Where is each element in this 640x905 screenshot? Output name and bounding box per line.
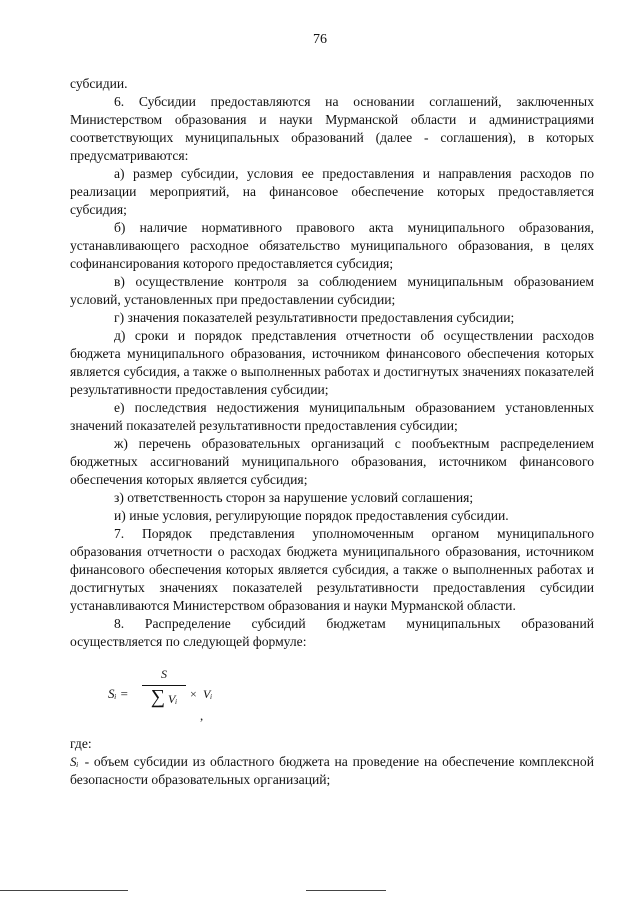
formula-denominator <box>142 688 186 708</box>
definition-symbol: Sᵢ <box>70 754 79 769</box>
page-number: 76 <box>313 32 327 47</box>
sum-symbol: ∑ <box>150 686 166 708</box>
paragraph: 6. Субсидии предоставляются на основании соглашений, заключенных Министерством образования и науки Мурманской области и администрациями соответствующих муниципальных образований (далее - соглашения), в которых предусматриваются: <box>70 94 594 163</box>
formula-numerator: S <box>161 667 167 681</box>
paragraph: 8. Распределение субсидий бюджетам муниципальных образований осуществляется по следующей формуле: <box>70 616 594 649</box>
document-body <box>70 75 594 789</box>
distribution-formula <box>70 663 594 735</box>
definition-si <box>70 753 594 789</box>
paragraph: д) сроки и порядок представления отчетности об осуществлении расходов бюджета муниципального образования, источником финансового обеспечения которых является субсидия, а также о выполненных работах и достигнутых значениях показателей результативности предоставления субсидии; <box>70 328 594 397</box>
paragraph: в) осуществление контроля за соблюдением муниципальным образованием условий, установленных при предоставлении субсидии; <box>70 274 594 307</box>
where-label: где: <box>70 736 92 751</box>
formula-rhs-var: Vᵢ <box>203 687 213 701</box>
paragraph: з) ответственность сторон за нарушение условий соглашения; <box>114 490 474 505</box>
paragraph: г) значения показателей результативности предоставления субсидии; <box>114 310 515 325</box>
formula-denominator-var: Vᵢ <box>168 692 178 706</box>
formula-times: × <box>190 687 197 701</box>
formula-comma: , <box>200 708 204 723</box>
footer-rule-right <box>306 890 386 891</box>
definition-text: - объем субсидии из областного бюджета на проведение на обеспечение комплексной безопасности образовательных организаций; <box>70 754 594 787</box>
paragraph: а) размер субсидии, условия ее предоставления и направления расходов по реализации мероприятий, на финансовое обеспечение которых предоставляется субсидия; <box>70 166 594 217</box>
paragraph: ж) перечень образовательных организаций с пообъектным распределением бюджетных ассигнований муниципального образования, источником финансового обеспечения которых является субсидия; <box>70 436 594 487</box>
paragraph: 7. Порядок представления уполномоченным органом муниципального образования отчетности о расходах бюджета муниципального образования, источником финансового обеспечения которых является субсидия, а также о выполненных работах и достигнутых значениях показателей результативности предоставления субсидии устанавливаются Министерством образования и науки Мурманской области. <box>70 526 594 613</box>
formula-lhs: Sᵢ = <box>108 686 129 701</box>
paragraph-list <box>70 75 594 651</box>
paragraph: б) наличие нормативного правового акта муниципального образования, устанавливающего расходное обязательство муниципального образования, в целях софинансирования которого предоставляется субсидия; <box>70 220 594 271</box>
footer-rule-left <box>0 890 128 891</box>
paragraph: и) иные условия, регулирующие порядок предоставления субсидии. <box>114 508 509 523</box>
paragraph: субсидии. <box>70 76 128 91</box>
paragraph: е) последствия недостижения муниципальным образованием установленных значений показателей результативности предоставления субсидии; <box>70 400 594 433</box>
formula-fraction <box>142 665 186 708</box>
